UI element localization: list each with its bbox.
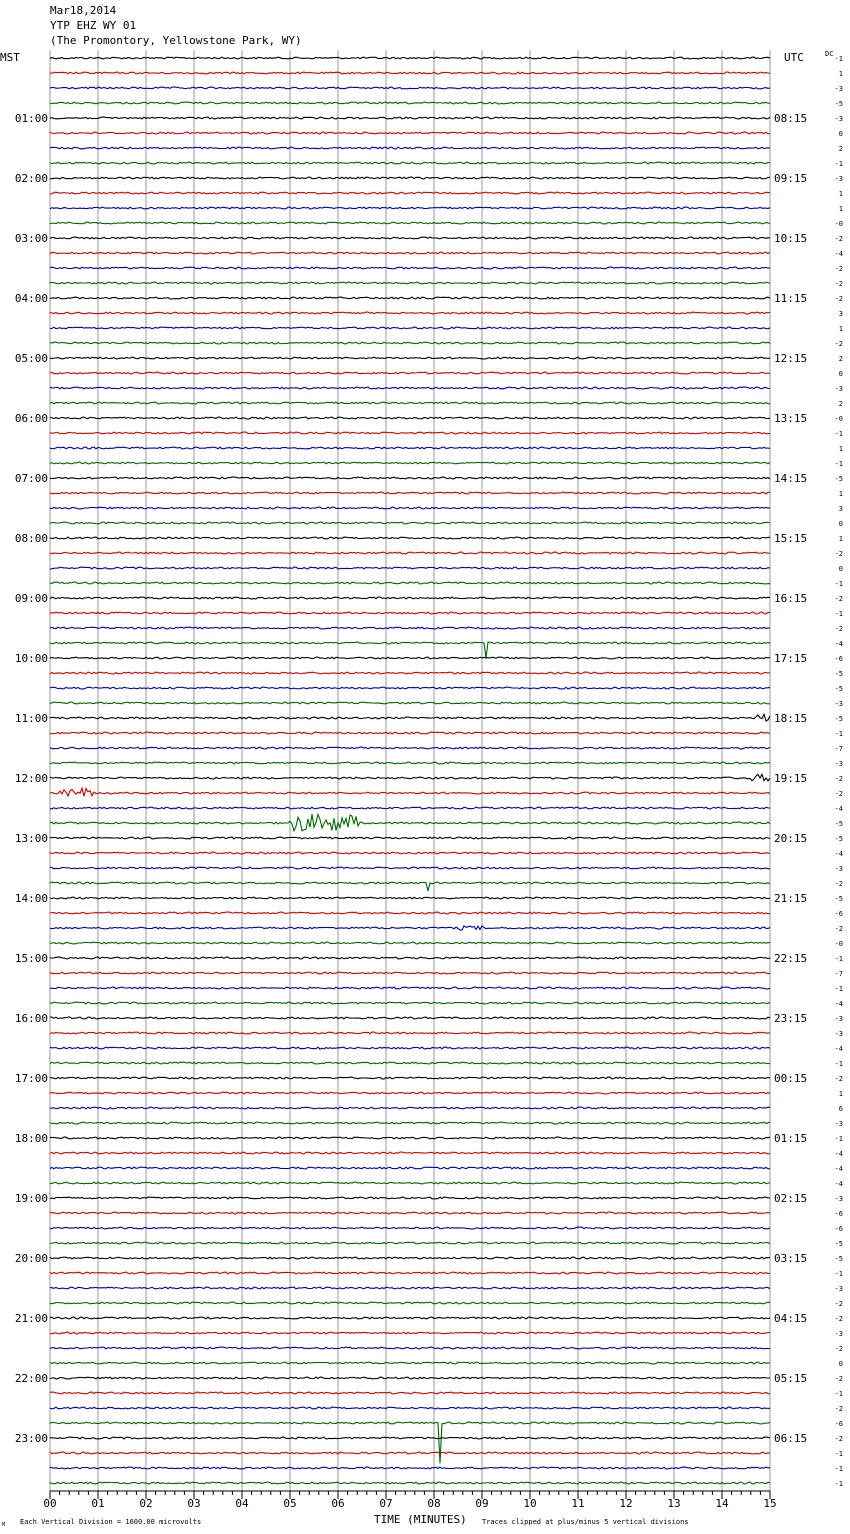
dc-offset-label: 2 [838, 400, 843, 408]
trace-line [50, 1077, 770, 1079]
mst-hour-label: 21:00 [14, 1312, 48, 1325]
dc-offset-label: -4 [834, 1165, 843, 1173]
dc-offset-label: -5 [834, 895, 843, 903]
trace-line [50, 132, 770, 134]
trace-line [50, 814, 770, 831]
trace-line [50, 1167, 770, 1169]
utc-hour-label: 01:15 [774, 1132, 808, 1145]
trace-line [50, 702, 770, 704]
mst-hour-label: 14:00 [14, 892, 48, 905]
trace-line [50, 1257, 770, 1259]
dc-offset-label: -1 [834, 610, 843, 618]
trace-line [50, 1032, 770, 1034]
trace-line [50, 417, 770, 419]
dc-offset-label: 0 [838, 520, 843, 528]
x-tick-label: 01 [91, 1497, 105, 1510]
dc-offset-label: -0 [834, 940, 843, 948]
x-tick-label: 02 [139, 1497, 153, 1510]
trace-line [50, 162, 770, 164]
trace-line [50, 1407, 770, 1409]
dc-offset-label: 1 [838, 1090, 843, 1098]
dc-offset-label: -5 [834, 835, 843, 843]
dc-offset-label: -3 [834, 1285, 843, 1293]
trace-line [50, 372, 770, 374]
trace-line [50, 1062, 770, 1064]
trace-line [50, 1347, 770, 1349]
trace-line [50, 657, 770, 659]
plot-date: Mar18,2014 [50, 4, 117, 17]
dc-offset-label: -2 [834, 625, 843, 633]
dc-offset-label: 2 [838, 355, 843, 363]
dc-offset-label: -6 [834, 655, 843, 663]
trace-line [50, 1182, 770, 1184]
trace-line [50, 252, 770, 254]
utc-hour-label: 18:15 [774, 712, 808, 725]
corner-mark: M [2, 1522, 6, 1528]
dc-offset-label: -4 [834, 1150, 843, 1158]
dc-offset-label: -5 [834, 670, 843, 678]
dc-offset-label: -5 [834, 475, 843, 483]
dc-offset-label: -0 [834, 415, 843, 423]
utc-hour-label: 23:15 [774, 1012, 808, 1025]
mst-hour-label: 09:00 [14, 592, 48, 605]
trace-line [50, 1272, 770, 1274]
dc-offset-label: -1 [834, 430, 843, 438]
dc-offset-label: -3 [834, 115, 843, 123]
trace-line [50, 492, 770, 494]
trace-line [50, 897, 770, 899]
dc-offset-label: -6 [834, 1420, 843, 1428]
mst-hour-label: 15:00 [14, 952, 48, 965]
dc-offset-label: -3 [834, 865, 843, 873]
utc-hour-label: 03:15 [774, 1252, 808, 1265]
trace-line [50, 1122, 770, 1124]
dc-offset-label: -1 [834, 1270, 843, 1278]
trace-line [50, 1197, 770, 1199]
dc-offset-label: 3 [838, 310, 843, 318]
dc-offset-label: -5 [834, 685, 843, 693]
trace-line [50, 432, 770, 434]
dc-offset-label: 1 [838, 535, 843, 543]
trace-line [50, 762, 770, 764]
trace-line [50, 642, 770, 658]
trace-line [50, 1137, 770, 1139]
trace-line [50, 612, 770, 614]
mst-hour-label: 17:00 [14, 1072, 48, 1085]
x-tick-label: 04 [235, 1497, 249, 1510]
right-axis-label: UTC [784, 51, 804, 64]
trace-line [50, 788, 770, 796]
dc-offset-label: -3 [834, 760, 843, 768]
trace-line [50, 207, 770, 209]
trace-line [50, 747, 770, 749]
trace-line [50, 117, 770, 119]
trace-line [50, 597, 770, 599]
utc-hour-label: 20:15 [774, 832, 808, 845]
trace-line [50, 462, 770, 464]
x-tick-label: 07 [379, 1497, 393, 1510]
dc-offset-label: -3 [834, 1120, 843, 1128]
trace-line [50, 1107, 770, 1109]
seismic-traces [50, 57, 770, 1484]
trace-line [50, 72, 770, 74]
dc-offset-label: -1 [834, 1390, 843, 1398]
left-axis-label: MST [0, 51, 20, 64]
trace-line [50, 1467, 770, 1469]
dc-offset-label: -3 [834, 85, 843, 93]
mst-hour-label: 13:00 [14, 832, 48, 845]
dc-offset-label: -3 [834, 1330, 843, 1338]
dc-offset-label: 1 [838, 190, 843, 198]
dc-offset-label: -2 [834, 775, 843, 783]
dc-offset-label: -4 [834, 1000, 843, 1008]
dc-offset-label: -2 [834, 1315, 843, 1323]
trace-line [50, 972, 770, 974]
dc-offset-label: -7 [834, 970, 843, 978]
dc-offset-label: 0 [838, 370, 843, 378]
utc-hour-label: 09:15 [774, 172, 808, 185]
trace-line [50, 357, 770, 359]
utc-hour-label: 16:15 [774, 592, 808, 605]
trace-line [50, 627, 770, 629]
trace-line [50, 342, 770, 344]
x-tick-label: 12 [619, 1497, 633, 1510]
trace-line [50, 1482, 770, 1484]
dc-offset-label: -3 [834, 1030, 843, 1038]
dc-offset-label: -2 [834, 295, 843, 303]
dc-offset-label: -4 [834, 1045, 843, 1053]
trace-line [50, 1227, 770, 1229]
mst-hour-label: 22:00 [14, 1372, 48, 1385]
x-tick-label: 05 [283, 1497, 297, 1510]
trace-line [50, 1092, 770, 1094]
x-axis-title: TIME (MINUTES) [374, 1513, 467, 1526]
trace-line [50, 507, 770, 509]
dc-offset-label: -6 [834, 910, 843, 918]
trace-line [50, 1242, 770, 1244]
trace-line [50, 222, 770, 224]
dc-offset-label: -2 [834, 280, 843, 288]
dc-offset-label: -2 [834, 1405, 843, 1413]
dc-offset-label: 1 [838, 490, 843, 498]
trace-line [50, 447, 770, 449]
mst-hour-label: 05:00 [14, 352, 48, 365]
trace-line [50, 552, 770, 554]
trace-line [50, 1017, 770, 1019]
trace-line [50, 312, 770, 314]
trace-line [50, 102, 770, 104]
mst-hour-label: 23:00 [14, 1432, 48, 1445]
utc-hour-label: 17:15 [774, 652, 808, 665]
mst-hour-label: 07:00 [14, 472, 48, 485]
utc-hour-label: 04:15 [774, 1312, 808, 1325]
x-tick-label: 15 [763, 1497, 777, 1510]
dc-offset-label: -2 [834, 595, 843, 603]
dc-offset-label: -1 [834, 1480, 843, 1488]
clip-note: Traces clipped at plus/minus 5 vertical divisions [482, 1518, 689, 1526]
dc-offset-label: -3 [834, 1015, 843, 1023]
trace-line [50, 732, 770, 734]
dc-offset-label: -1 [834, 730, 843, 738]
dc-offset-label: -1 [834, 985, 843, 993]
trace-line [50, 147, 770, 149]
dc-offset-label: 1 [838, 205, 843, 213]
dc-offset-label: -1 [834, 460, 843, 468]
trace-line [50, 57, 770, 59]
dc-offset-label: -2 [834, 235, 843, 243]
utc-hour-label: 05:15 [774, 1372, 808, 1385]
trace-line [50, 774, 770, 781]
trace-line [50, 87, 770, 89]
dc-offset-label: -2 [834, 1375, 843, 1383]
dc-offset-label: -3 [834, 175, 843, 183]
mst-hour-label: 10:00 [14, 652, 48, 665]
dc-offset-label: 6 [838, 1105, 843, 1113]
dc-offset-label: -1 [834, 1465, 843, 1473]
trace-line [50, 567, 770, 569]
utc-hour-label: 10:15 [774, 232, 808, 245]
trace-line [50, 1302, 770, 1304]
dc-offset-label: -2 [834, 1300, 843, 1308]
dc-offset-label: -6 [834, 1225, 843, 1233]
utc-hour-label: 15:15 [774, 532, 808, 545]
trace-line [50, 1392, 770, 1394]
dc-offset-label: -2 [834, 550, 843, 558]
dc-offset-label: -5 [834, 820, 843, 828]
dc-offset-label: -0 [834, 220, 843, 228]
mst-hour-label: 16:00 [14, 1012, 48, 1025]
trace-line [50, 807, 770, 809]
x-tick-label: 11 [571, 1497, 585, 1510]
dc-offset-label: -3 [834, 385, 843, 393]
trace-line [50, 387, 770, 389]
x-tick-label: 00 [43, 1497, 57, 1510]
utc-hour-label: 21:15 [774, 892, 808, 905]
trace-line [50, 1437, 770, 1439]
dc-offset-label: 2 [838, 145, 843, 153]
trace-line [50, 687, 770, 689]
dc-offset-label: -2 [834, 1435, 843, 1443]
trace-line [50, 852, 770, 854]
dc-offset-label: -5 [834, 1255, 843, 1263]
dc-offset-label: -2 [834, 1075, 843, 1083]
dc-offset-label: -1 [834, 1135, 843, 1143]
x-tick-label: 08 [427, 1497, 441, 1510]
mst-hour-label: 12:00 [14, 772, 48, 785]
trace-line [50, 837, 770, 839]
mst-hour-label: 03:00 [14, 232, 48, 245]
trace-line [50, 1452, 770, 1454]
utc-hour-label: 14:15 [774, 472, 808, 485]
x-tick-label: 10 [523, 1497, 537, 1510]
dc-offset-label: -5 [834, 1240, 843, 1248]
utc-hour-label: 13:15 [774, 412, 808, 425]
utc-hour-label: 11:15 [774, 292, 808, 305]
dc-offset-label: -4 [834, 805, 843, 813]
trace-line [50, 477, 770, 479]
dc-offset-label: -4 [834, 250, 843, 258]
mst-hour-label: 06:00 [14, 412, 48, 425]
dc-offset-label: -4 [834, 850, 843, 858]
trace-line [50, 537, 770, 539]
dc-offset-label: -1 [834, 580, 843, 588]
trace-line [50, 1002, 770, 1004]
trace-line [50, 282, 770, 284]
trace-line [50, 1422, 770, 1463]
dc-offset-label: -5 [834, 100, 843, 108]
mst-hour-label: 18:00 [14, 1132, 48, 1145]
dc-offset-label: -1 [834, 160, 843, 168]
axis-labels [15, 55, 843, 1510]
mst-hour-label: 01:00 [14, 112, 48, 125]
trace-line [50, 522, 770, 524]
trace-line [50, 672, 770, 674]
dc-offset-label: -4 [834, 640, 843, 648]
trace-line [50, 1317, 770, 1319]
dc-offset-label: 0 [838, 130, 843, 138]
utc-hour-label: 02:15 [774, 1192, 808, 1205]
trace-line [50, 867, 770, 869]
dc-offset-label: 1 [838, 325, 843, 333]
dc-offset-label: 3 [838, 505, 843, 513]
mst-hour-label: 20:00 [14, 1252, 48, 1265]
trace-line [50, 237, 770, 239]
trace-line [50, 926, 770, 930]
trace-line [50, 1377, 770, 1379]
mst-hour-label: 08:00 [14, 532, 48, 545]
trace-line [50, 267, 770, 269]
utc-hour-label: 00:15 [774, 1072, 808, 1085]
dc-offset-label: 1 [838, 445, 843, 453]
trace-line [50, 192, 770, 194]
trace-line [50, 1152, 770, 1154]
mst-hour-label: 04:00 [14, 292, 48, 305]
dc-offset-label: -3 [834, 1195, 843, 1203]
trace-line [50, 912, 770, 914]
trace-line [50, 1332, 770, 1334]
mst-hour-label: 19:00 [14, 1192, 48, 1205]
trace-line [50, 714, 770, 721]
trace-line [50, 297, 770, 299]
dc-label: DC [825, 50, 834, 58]
mst-hour-label: 02:00 [14, 172, 48, 185]
trace-line [50, 177, 770, 179]
dc-offset-label: -1 [834, 55, 843, 63]
x-tick-label: 09 [475, 1497, 489, 1510]
dc-offset-label: -2 [834, 880, 843, 888]
dc-offset-label: -2 [834, 265, 843, 273]
dc-offset-label: -7 [834, 745, 843, 753]
station-code: YTP EHZ WY 01 [50, 19, 137, 32]
trace-line [50, 987, 770, 989]
trace-line [50, 1362, 770, 1364]
dc-offset-label: -4 [834, 1180, 843, 1188]
dc-offset-label: -6 [834, 1210, 843, 1218]
dc-offset-label: -1 [834, 1060, 843, 1068]
dc-offset-label: 0 [838, 565, 843, 573]
utc-hour-label: 08:15 [774, 112, 808, 125]
station-location: (The Promontory, Yellowstone Park, WY) [50, 34, 302, 47]
trace-line [50, 327, 770, 329]
utc-hour-label: 22:15 [774, 952, 808, 965]
x-tick-label: 03 [187, 1497, 201, 1510]
dc-offset-label: -1 [834, 955, 843, 963]
x-tick-label: 13 [667, 1497, 681, 1510]
dc-offset-label: -2 [834, 1345, 843, 1353]
dc-offset-label: -2 [834, 925, 843, 933]
trace-line [50, 1212, 770, 1214]
utc-hour-label: 12:15 [774, 352, 808, 365]
trace-line [50, 402, 770, 404]
trace-line [50, 957, 770, 959]
dc-offset-label: -5 [834, 715, 843, 723]
dc-offset-label: 1 [838, 70, 843, 78]
mst-hour-label: 11:00 [14, 712, 48, 725]
utc-hour-label: 19:15 [774, 772, 808, 785]
trace-line [50, 882, 770, 891]
dc-offset-label: 0 [838, 1360, 843, 1368]
scale-note: Each Vertical Division = 1600.00 microvolts [20, 1518, 202, 1526]
x-tick-label: 14 [715, 1497, 729, 1510]
dc-offset-label: -2 [834, 340, 843, 348]
x-tick-label: 06 [331, 1497, 345, 1510]
dc-offset-label: -2 [834, 790, 843, 798]
trace-line [50, 1047, 770, 1049]
trace-line [50, 582, 770, 584]
utc-hour-label: 06:15 [774, 1432, 808, 1445]
dc-offset-label: -1 [834, 1450, 843, 1458]
trace-line [50, 1287, 770, 1289]
dc-offset-label: -3 [834, 700, 843, 708]
trace-line [50, 942, 770, 944]
